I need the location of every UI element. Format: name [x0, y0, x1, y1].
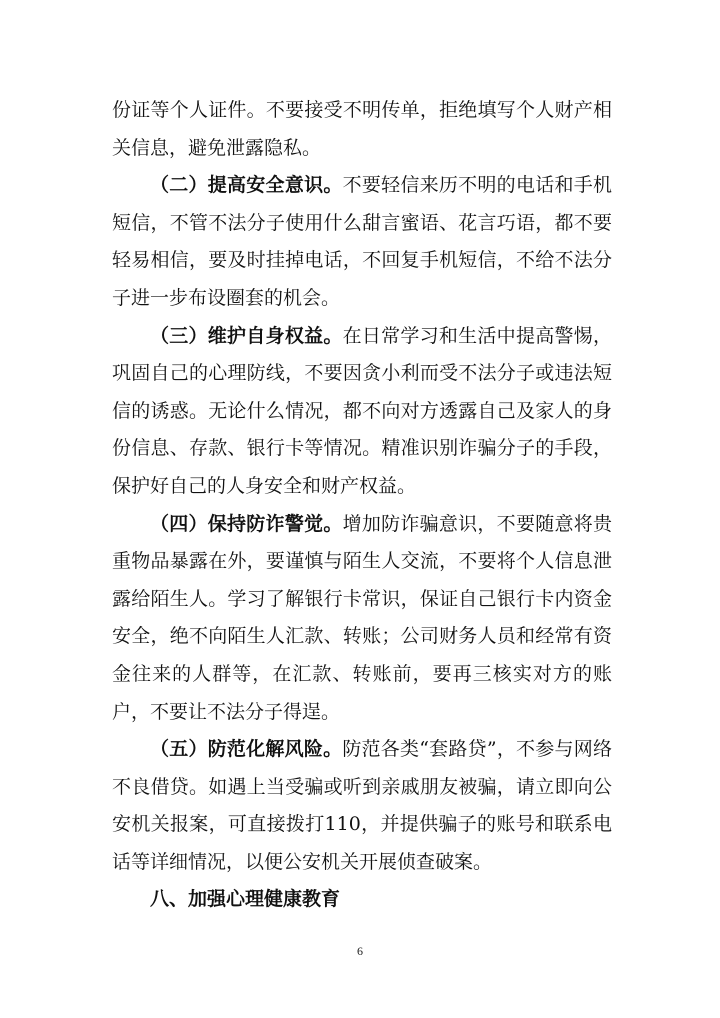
paragraph-text: 份证等个人证件。不要接受不明传单，拒绝填写个人财产相关信息，避免泄露隐私。: [112, 99, 612, 159]
paragraph-item-2: [112, 167, 612, 317]
paragraph-lead: （四）保持防诈警觉。: [150, 512, 343, 535]
paragraph-lead: （三）维护自身权益。: [150, 324, 343, 347]
page-number: 6: [357, 944, 363, 958]
paragraph-continuation: [112, 92, 612, 167]
paragraph-text: 防范各类“套路贷”，不参与网络不良借贷。如遇上当受骗或听到亲戚朋友被骗，请立即向公安机关报案，可直接拨打110，并提供骗子的账号和联系电话等详细情况，以便公安机关开展侦查破案。: [112, 738, 612, 873]
paragraph-text: 不要轻信来历不明的电话和手机短信，不管不法分子使用什么甜言蜜语、花言巧语，都不要轻易相信，要及时挂掉电话，不回复手机短信，不给不法分子进一步布设圈套的机会。: [112, 174, 612, 309]
paragraph-item-5: [112, 731, 612, 881]
paragraph-item-4: [112, 506, 612, 732]
section-heading: 八、加强心理健康教育: [150, 888, 341, 911]
paragraph-text: 在日常学习和生活中提高警惕，巩固自己的心理防线，不要因贪小利而受不法分子或违法短信的诱惑。无论什么情况，都不向对方透露自己及家人的身份信息、存款、银行卡等情况。精准识别诈骗分子的手段，保护好自己的人身安全和财产权益。: [112, 324, 612, 497]
paragraph-item-3: [112, 318, 612, 506]
paragraph-lead: （二）提高安全意识。: [150, 174, 343, 197]
document-body: [112, 92, 612, 919]
paragraph-text: 增加防诈骗意识，不要随意将贵重物品暴露在外，要谨慎与陌生人交流，不要将个人信息泄露给陌生人。学习了解银行卡常识，保证自己银行卡内资金安全，绝不向陌生人汇款、转账；公司财务人员和经常有资金往来的人群等，在汇款、转账前，要再三核实对方的账户，不要让不法分子得逞。: [112, 512, 612, 723]
paragraph-lead: （五）防范化解风险。: [150, 738, 343, 761]
